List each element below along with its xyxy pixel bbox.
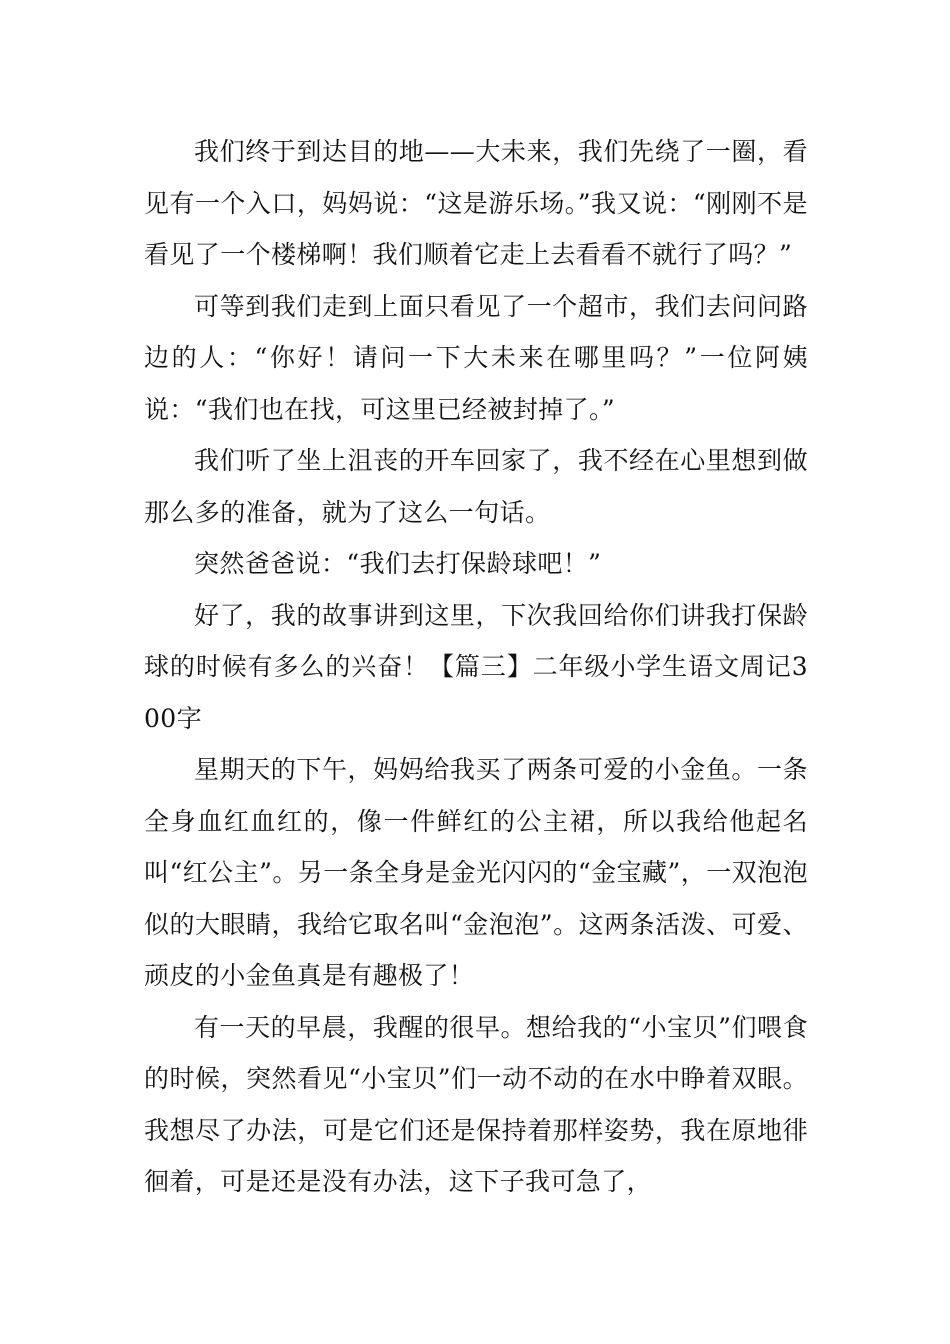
paragraph-5: 好了，我的故事讲到这里，下次我回给你们讲我打保龄球的时候有多么的兴奋！【篇三】二年级小学生语文周记300字 — [144, 600, 808, 733]
paragraph-7: 有一天的早晨，我醒的很早。想给我的“小宝贝”们喂食的时候，突然看见“小宝贝”们一动不动的在水中睁着双眼。我想尽了办法，可是它们还是保持着那样姿势，我在原地徘徊着，可是还是没有办法，这下子我可急了， — [144, 1012, 808, 1196]
paragraph-3: 我们听了坐上沮丧的开车回家了，我不经在心里想到做那么多的准备，就为了这么一句话。 — [144, 446, 808, 527]
paragraph-1: 我们终于到达目的地——大未来，我们先绕了一圈，看见有一个入口，妈妈说：“这是游乐场。”我又说：“刚刚不是看见了一个楼梯啊！我们顺着它走上去看看不就行了吗？” — [144, 137, 808, 269]
paragraph-4: 突然爸爸说：“我们去打保龄球吧！” — [194, 549, 602, 578]
paragraph-6: 星期天的下午，妈妈给我买了两条可爱的小金鱼。一条全身血红血红的，像一件鲜红的公主裙，所以我给他起名叫“红公主”。另一条全身是金光闪闪的“金宝藏”，一双泡泡似的大眼睛，我给它取名叫“金泡泡”。这两条活泼、可爱、顽皮的小金鱼真是有趣极了！ — [144, 755, 808, 990]
document-body — [144, 126, 808, 1208]
paragraph-2: 可等到我们走到上面只看见了一个超市，我们去问问路边的人：“你好！请问一下大未来在哪里吗？”一位阿姨说：“我们也在找，可这里已经被封掉了。” — [144, 291, 808, 424]
